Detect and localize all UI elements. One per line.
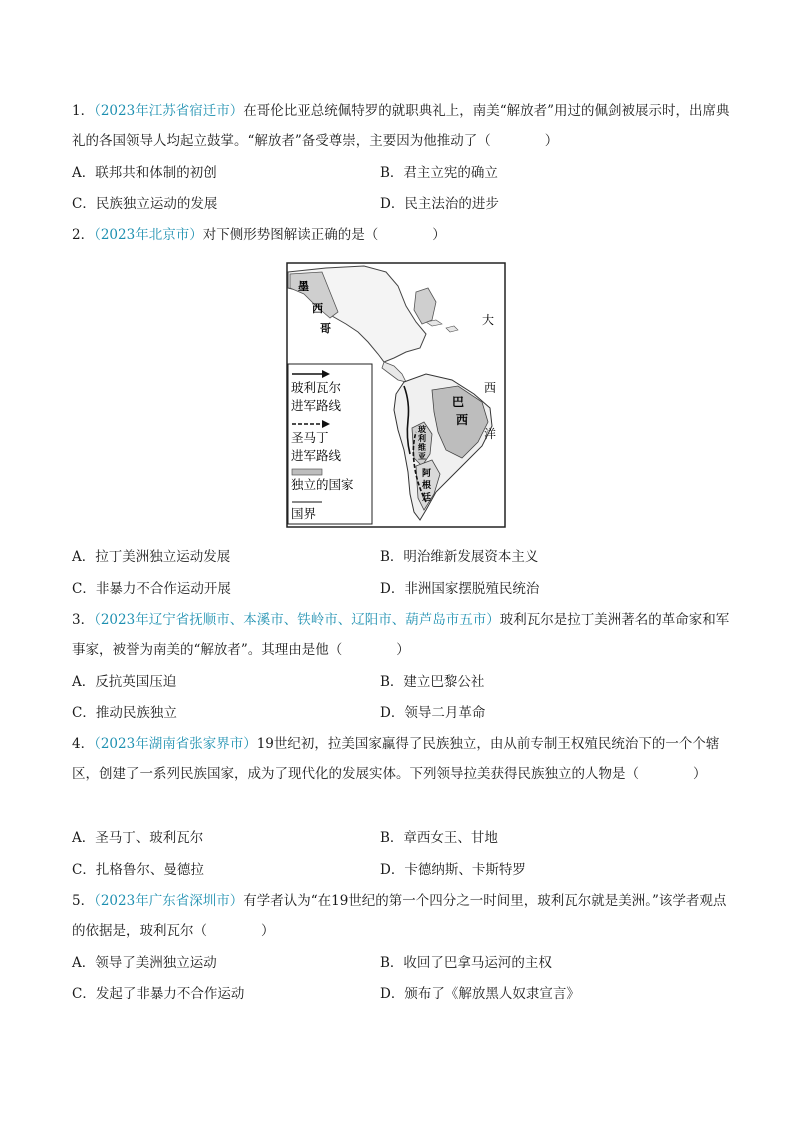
question-1-option-a[interactable]: A．联邦共和体制的初创 [72, 165, 217, 181]
map-label-brazil-2: 西 [456, 413, 469, 427]
question-5-option-c[interactable]: C．发起了非暴力不合作运动 [72, 986, 245, 1002]
legend-bolivar-label-1: 玻利瓦尔 [291, 380, 342, 395]
question-2-options-row-2 [72, 574, 732, 604]
map-label-bolivia-1: 玻 [418, 424, 426, 434]
question-1-stem-block [72, 96, 732, 156]
map-label-bolivia-3: 维 [418, 442, 426, 452]
question-5-stem: 有学者认为“在19世纪的第一个四分之一时间里，玻利瓦尔就是美洲。”该学者观点的依据是，玻利瓦尔（ ） [72, 893, 727, 939]
question-4-option-a[interactable]: A．圣马丁、玻利瓦尔 [72, 830, 204, 846]
map-label-brazil-1: 巴 [452, 395, 465, 409]
question-4 [72, 729, 732, 789]
question-5-option-b[interactable]: B．收回了巴拿马运河的主权 [380, 955, 552, 971]
question-4-option-c[interactable]: C．扎格鲁尔、曼德拉 [72, 862, 204, 878]
question-2-stem: 对下侧形势图解读正确的是（ ） [202, 227, 446, 243]
legend-independent-label: 独立的国家 [291, 477, 354, 492]
question-4-option-d[interactable]: D．卡德纳斯、卡斯特罗 [380, 862, 526, 878]
question-5-option-a[interactable]: A．领导了美洲独立运动 [72, 955, 217, 971]
question-3-stem: 玻利瓦尔是拉丁美洲著名的革命家和军事家，被誉为南美的“解放者”。其理由是他（ ） [72, 612, 730, 658]
question-2-option-b[interactable]: B．明治维新发展资本主义 [380, 549, 539, 565]
map-label-bolivia-2: 利 [418, 433, 426, 443]
question-3-option-c[interactable]: C．推动民族独立 [72, 705, 177, 721]
question-2 [72, 220, 732, 250]
question-4-stem: 19世纪初，拉美国家赢得了民族独立，由从前专制王权殖民统治下的一个个辖区，创建了一系列民族国家，成为了现代化的发展实体。下列领导拉美获得民族独立的人物是（ ） [72, 736, 720, 782]
question-5-source: （2023年广东省深圳市） [94, 893, 244, 909]
question-4-option-b[interactable]: B．章西女王、甘地 [380, 830, 498, 846]
question-2-option-c[interactable]: C．非暴力不合作运动开展 [72, 581, 231, 597]
question-3-option-b[interactable]: B．建立巴黎公社 [380, 674, 485, 690]
question-1-options-row-1 [72, 158, 732, 188]
question-4-source: （2023年湖南省张家界市） [94, 736, 257, 752]
question-1-option-c[interactable]: C．民族独立运动的发展 [72, 196, 218, 212]
question-1-number: 1． [72, 103, 95, 119]
question-3-options-row-2 [72, 698, 732, 728]
question-5-option-d[interactable]: D．颁布了《解放黑人奴隶宣言》 [380, 986, 580, 1002]
question-5-options-row-1 [72, 948, 732, 978]
map-label-ocean-1: 大 [482, 313, 495, 327]
question-1 [72, 96, 732, 156]
legend-bolivar-label-2: 进军路线 [291, 398, 342, 413]
question-1-source: （2023年江苏省宿迁市） [94, 103, 244, 119]
question-1-stem: 在哥伦比亚总统佩特罗的就职典礼上，南美“解放者”用过的佩剑被展示时，出席典礼的各国领导人均起立鼓掌。“解放者”备受尊崇，主要因为他推动了（ ） [72, 103, 730, 149]
question-2-number: 2． [72, 227, 95, 243]
question-5 [72, 886, 732, 946]
question-1-options-row-2 [72, 189, 732, 219]
legend-border-label: 国界 [291, 506, 317, 521]
map-label-ocean-3: 洋 [484, 427, 497, 441]
question-2-options-row-1 [72, 542, 732, 572]
latin-america-map [286, 262, 506, 528]
map-label-argentina-1: 阿 [422, 469, 432, 479]
question-4-options-row-2 [72, 855, 732, 885]
map-label-mexico-1: 墨 [298, 280, 309, 293]
question-3 [72, 605, 732, 665]
question-3-options-row-1 [72, 667, 732, 697]
question-5-options-row-2 [72, 979, 732, 1009]
question-5-number: 5． [72, 893, 95, 909]
question-1-option-b[interactable]: B．君主立宪的确立 [380, 165, 498, 181]
map-label-mexico-2: 西 [312, 302, 323, 315]
legend-independent-swatch [292, 469, 322, 475]
question-2-option-d[interactable]: D．非洲国家摆脱殖民统治 [380, 581, 540, 597]
question-2-source: （2023年北京市） [94, 227, 203, 243]
question-3-option-d[interactable]: D．领导二月革命 [380, 705, 486, 721]
question-1-option-d[interactable]: D．民主法治的进步 [380, 196, 499, 212]
question-2-option-a[interactable]: A．拉丁美洲独立运动发展 [72, 549, 231, 565]
map-label-mexico-3: 哥 [320, 322, 331, 335]
map-label-argentina-3: 廷 [422, 493, 432, 503]
question-4-options-row-1 [72, 823, 732, 853]
map-label-bolivia-4: 亚 [418, 451, 426, 461]
map-label-ocean-2: 西 [484, 381, 497, 395]
question-3-number: 3． [72, 612, 95, 628]
question-3-source: （2023年辽宁省抚顺市、本溪市、铁岭市、辽阳市、葫芦岛市五市） [94, 612, 500, 628]
question-4-number: 4． [72, 736, 95, 752]
legend-sanmartin-label-2: 进军路线 [291, 448, 342, 463]
question-3-option-a[interactable]: A．反抗英国压迫 [72, 674, 177, 690]
legend-sanmartin-label-1: 圣马丁 [291, 430, 329, 445]
map-label-argentina-2: 根 [422, 481, 432, 491]
